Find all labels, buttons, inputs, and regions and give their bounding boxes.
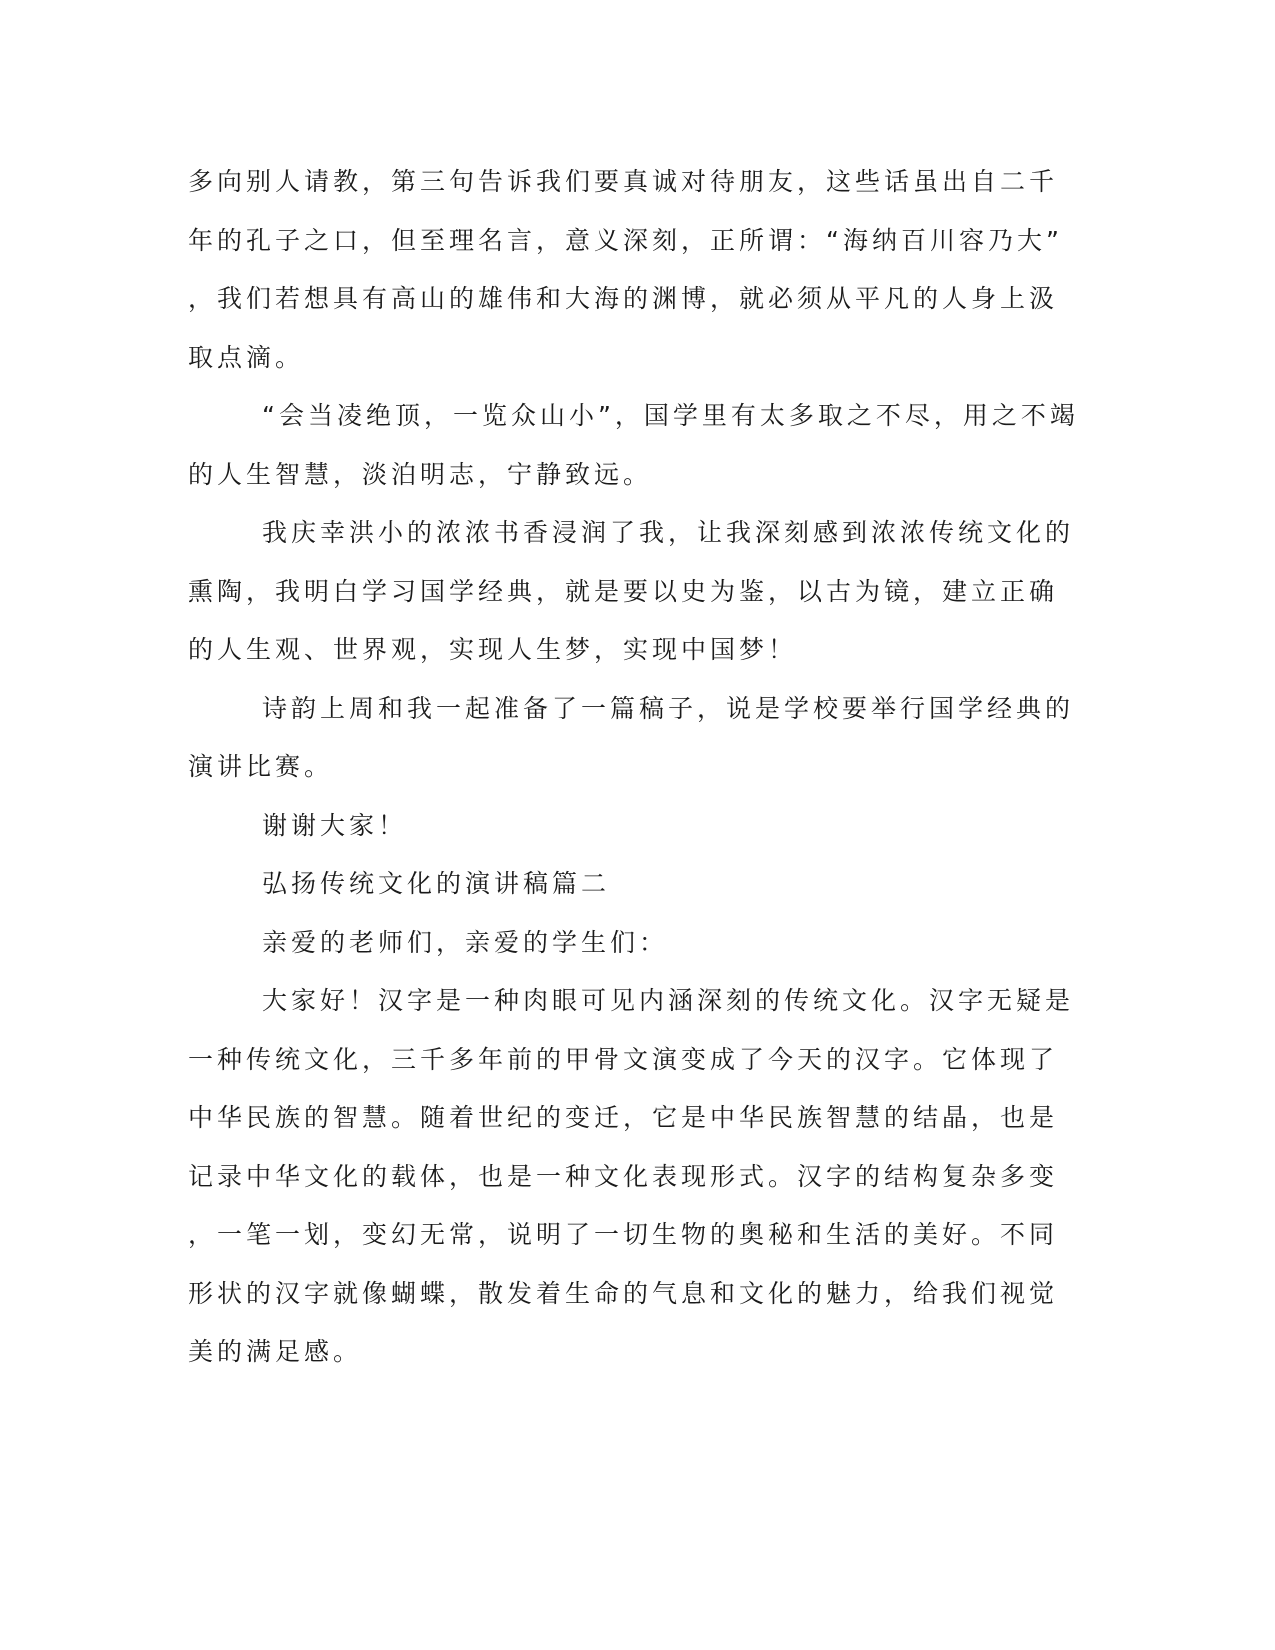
salutation: 亲爱的老师们，亲爱的学生们： <box>262 928 669 957</box>
text-line: 的人生智慧，淡泊明志，宁静致远。 <box>188 460 653 489</box>
text-line: 记录中华文化的载体，也是一种文化表现形式。汉字的结构复杂多变 <box>188 1162 1059 1191</box>
text-line: 美的满足感。 <box>188 1337 363 1366</box>
closing-line: 谢谢大家！ <box>262 811 408 840</box>
text-line: 形状的汉字就像蝴蝶，散发着生命的气息和文化的魅力，给我们视觉 <box>188 1279 1059 1308</box>
paragraph-first-line: 我庆幸洪小的浓浓书香浸润了我，让我深刻感到浓浓传统文化的 <box>262 518 1075 547</box>
text-line: 演讲比赛。 <box>188 752 334 781</box>
paragraph-first-line: 诗韵上周和我一起准备了一篇稿子，说是学校要举行国学经典的 <box>262 694 1075 723</box>
text-line: ，我们若想具有高山的雄伟和大海的渊博，就必须从平凡的人身上汲 <box>188 284 1059 313</box>
paragraph-first-line: 大家好！汉字是一种肉眼可见内涵深刻的传统文化。汉字无疑是 <box>262 986 1075 1015</box>
text-line: 年的孔子之口，但至理名言，意义深刻，正所谓：“海纳百川容乃大” <box>188 226 1063 255</box>
text-line: ，一笔一划，变幻无常，说明了一切生物的奥秘和生活的美好。不同 <box>188 1220 1059 1249</box>
text-line: 的人生观、世界观，实现人生梦，实现中国梦！ <box>188 635 798 664</box>
text-line: 一种传统文化，三千多年前的甲骨文演变成了今天的汉字。它体现了 <box>188 1045 1059 1074</box>
text-line: 取点滴。 <box>188 343 305 372</box>
text-line: 中华民族的智慧。随着世纪的变迁，它是中华民族智慧的结晶，也是 <box>188 1103 1059 1132</box>
paragraph-first-line: “会当凌绝顶，一览众山小”，国学里有太多取之不尽，用之不竭 <box>262 401 1079 430</box>
text-line: 熏陶，我明白学习国学经典，就是要以史为鉴，以古为镜，建立正确 <box>188 577 1059 606</box>
text-line: 多向别人请教，第三句告诉我们要真诚对待朋友，这些话虽出自二千 <box>188 167 1059 196</box>
section-title: 弘扬传统文化的演讲稿篇二 <box>262 869 611 898</box>
